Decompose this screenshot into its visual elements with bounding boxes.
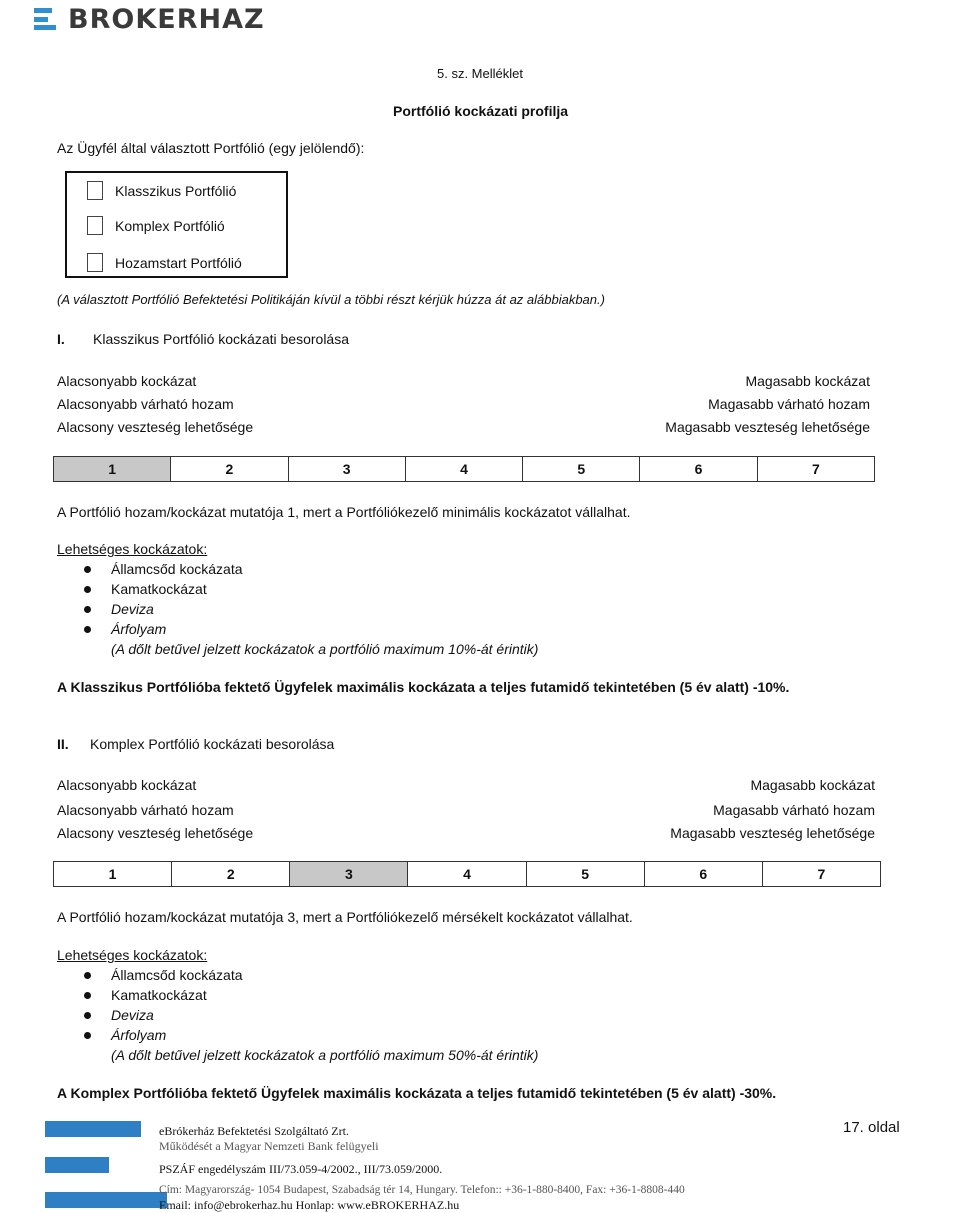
s1-risk-item: Államcsőd kockázata	[84, 561, 243, 577]
footer-bar	[45, 1157, 109, 1173]
s2-left-0: Alacsonyabb kockázat	[57, 777, 197, 793]
option-komplex[interactable]	[87, 216, 225, 235]
option-label: Hozamstart Portfólió	[115, 254, 242, 271]
scale-cell: 5	[523, 457, 640, 482]
logo-mark-icon	[34, 8, 56, 30]
brand-name: BROKERHAZ	[68, 3, 265, 35]
risk-scale-table	[53, 456, 875, 482]
s2-italic-note: (A dőlt betűvel jelzett kockázatok a portfólió maximum 50%-át érintik)	[111, 1047, 539, 1063]
bullet-icon	[84, 1032, 91, 1039]
section2-title: Komplex Portfólió kockázati besorolása	[90, 736, 335, 752]
s2-left-1: Alacsonyabb várható hozam	[57, 802, 234, 818]
section1-title: Klasszikus Portfólió kockázati besorolása	[93, 331, 350, 347]
footer-contact: Email: info@ebrokerhaz.hu Honlap: www.eBROKERHAZ.hu	[159, 1198, 460, 1212]
scale-cell: 4	[405, 457, 522, 482]
scale-cell: 4	[408, 862, 526, 887]
brand-logo	[34, 4, 265, 34]
s1-right-2: Magasabb veszteség lehetősége	[665, 419, 870, 435]
bullet-icon	[84, 566, 91, 573]
s2-right-0: Magasabb kockázat	[750, 777, 875, 793]
s2-left-2: Alacsony veszteség lehetősége	[57, 825, 254, 841]
s1-left-0: Alacsonyabb kockázat	[57, 373, 197, 389]
s2-risk-item: Államcsőd kockázata	[84, 967, 243, 983]
scale-cell: 6	[644, 862, 762, 887]
checkbox-icon[interactable]	[87, 253, 103, 272]
bullet-icon	[84, 586, 91, 593]
page-number: 17. oldal	[843, 1119, 900, 1136]
bullet-icon	[84, 972, 91, 979]
scale-cell: 3	[290, 862, 408, 887]
annex-label: 5. sz. Melléklet	[437, 66, 523, 81]
s1-risk-item: Árfolyam	[84, 621, 166, 637]
s2-risk-item: Kamatkockázat	[84, 987, 207, 1003]
option-label: Klasszikus Portfólió	[115, 182, 237, 199]
s2-risk-item: Deviza	[84, 1007, 154, 1023]
footer-bar	[45, 1192, 167, 1208]
s2-indicator: A Portfólió hozam/kockázat mutatója 3, mert a Portfóliókezelő mérsékelt kockázatot vállalhat.	[57, 909, 633, 925]
portfolio-choice-box	[65, 171, 288, 278]
footer-bar	[45, 1121, 141, 1137]
footer-license: PSZÁF engedélyszám III/73.059-4/2002., III/73.059/2000.	[159, 1162, 443, 1176]
s2-risk-item: Árfolyam	[84, 1027, 166, 1043]
footer-address: Cím: Magyarország- 1054 Budapest, Szabadság tér 14, Hungary. Telefon:: +36-1-880-8400, Fax: +36-1-8808-440	[159, 1184, 685, 1196]
bullet-icon	[84, 992, 91, 999]
checkbox-icon[interactable]	[87, 181, 103, 200]
choice-prompt: Az Ügyfél által választott Portfólió (egy jelölendő):	[57, 140, 365, 156]
s1-risks-heading: Lehetséges kockázatok:	[57, 541, 208, 557]
s2-risks-heading: Lehetséges kockázatok:	[57, 947, 208, 963]
footer-company: eBrókerház Befektetési Szolgáltató Zrt.	[159, 1124, 349, 1138]
s2-right-2: Magasabb veszteség lehetősége	[670, 825, 875, 841]
option-hozamstart[interactable]	[87, 253, 242, 272]
risk-scale-table	[53, 861, 881, 887]
s2-max-risk: A Komplex Portfólióba fektető Ügyfelek maximális kockázata a teljes futamidő tekintetében (5 év alatt) -30%.	[57, 1085, 777, 1101]
scale-cell: 1	[54, 457, 171, 482]
s1-indicator: A Portfólió hozam/kockázat mutatója 1, mert a Portfóliókezelő minimális kockázatot vállalhat.	[57, 504, 631, 520]
s1-left-2: Alacsony veszteség lehetősége	[57, 419, 254, 435]
option-label: Komplex Portfólió	[115, 217, 225, 234]
scale-cell: 3	[288, 457, 405, 482]
bullet-icon	[84, 606, 91, 613]
scale-cell: 6	[640, 457, 757, 482]
s1-right-1: Magasabb várható hozam	[708, 396, 870, 412]
scale-cell: 1	[54, 862, 172, 887]
bullet-icon	[84, 1012, 91, 1019]
section1-number: I.	[57, 331, 65, 347]
section2-number: II.	[57, 736, 69, 752]
s2-right-1: Magasabb várható hozam	[713, 802, 875, 818]
choice-note: (A választott Portfólió Befektetési Politikáján kívül a többi részt kérjük húzza át az alábbiakban.)	[57, 292, 605, 307]
footer-supervision: Működését a Magyar Nemzeti Bank felügyeli	[159, 1139, 379, 1153]
s1-risk-item: Deviza	[84, 601, 154, 617]
scale-cell: 7	[757, 457, 874, 482]
scale-cell: 2	[171, 457, 288, 482]
s1-max-risk: A Klasszikus Portfólióba fektető Ügyfelek maximális kockázata a teljes futamidő tekintetében (5 év alatt) -10%.	[57, 679, 790, 695]
s1-italic-note: (A dőlt betűvel jelzett kockázatok a portfólió maximum 10%-át érintik)	[111, 641, 539, 657]
s1-right-0: Magasabb kockázat	[745, 373, 870, 389]
scale-cell: 5	[526, 862, 644, 887]
option-klasszikus[interactable]	[87, 181, 236, 200]
doc-title: Portfólió kockázati profilja	[393, 103, 569, 119]
bullet-icon	[84, 626, 91, 633]
s1-risk-item: Kamatkockázat	[84, 581, 207, 597]
s1-left-1: Alacsonyabb várható hozam	[57, 396, 234, 412]
checkbox-icon[interactable]	[87, 216, 103, 235]
scale-cell: 7	[762, 862, 880, 887]
scale-cell: 2	[172, 862, 290, 887]
